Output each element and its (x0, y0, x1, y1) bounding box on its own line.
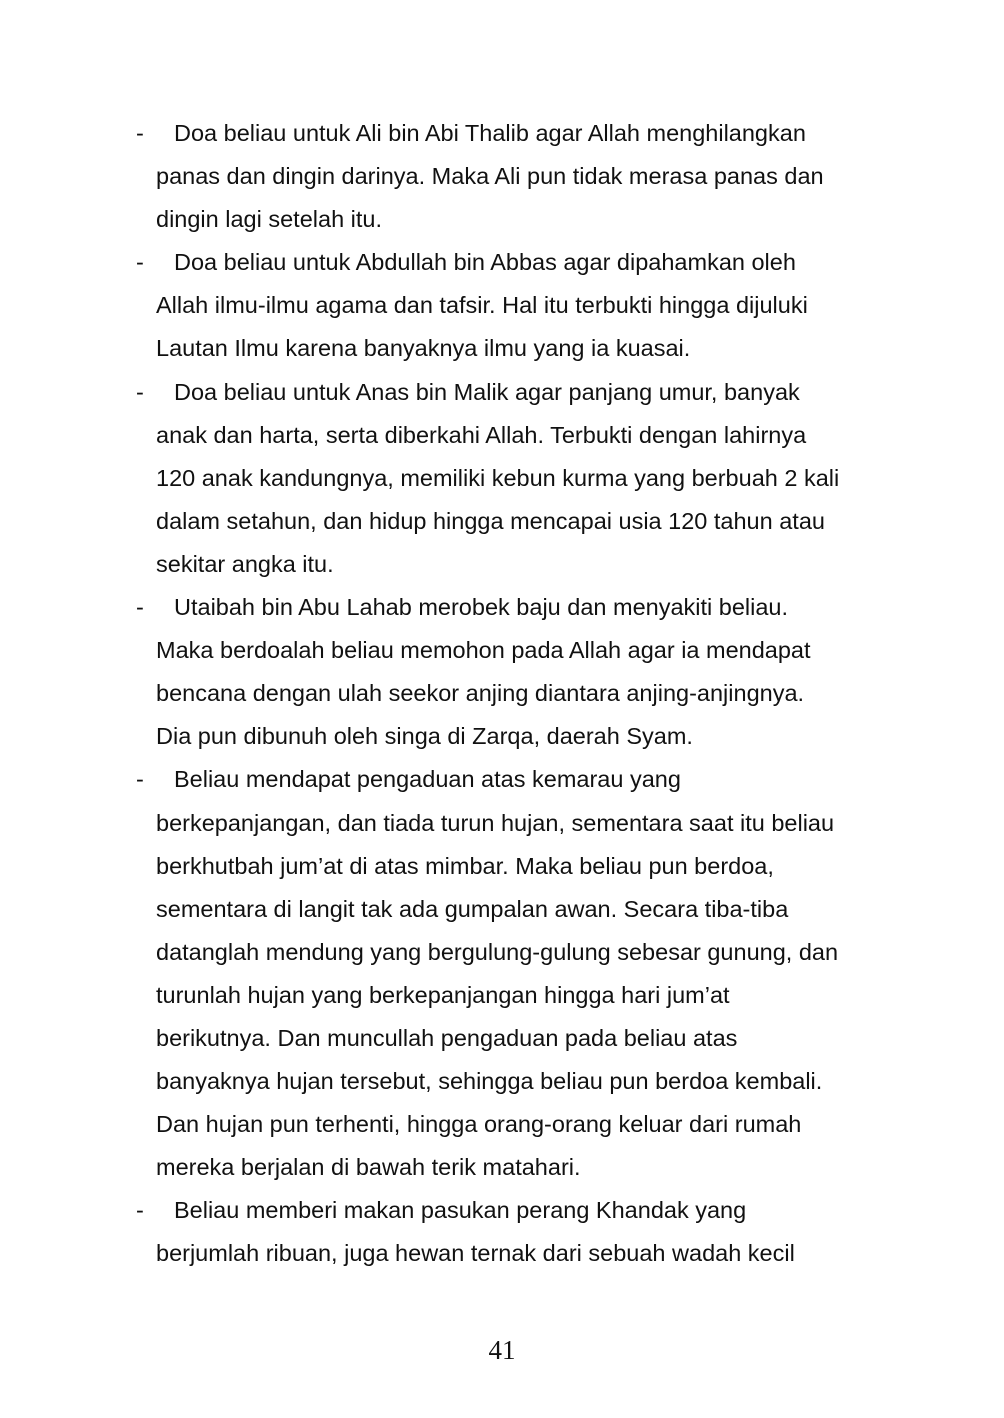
page-number: 41 (488, 1335, 516, 1365)
text-line: berikutnya. Dan muncullah pengaduan pada beliau atas (156, 1024, 738, 1051)
bullet-marker: - (136, 766, 144, 793)
list-item (136, 1189, 896, 1275)
text-line: sekitar angka itu. (156, 550, 334, 577)
list-item-text (156, 112, 896, 241)
list-item-text (156, 586, 896, 758)
list-item-text (156, 758, 896, 1189)
bullet-marker: - (136, 1197, 144, 1224)
text-line: Beliau memberi makan pasukan perang Khandak yang (174, 1197, 747, 1224)
bullet-marker: - (136, 120, 144, 146)
list-item (136, 586, 896, 758)
text-line: Utaibah bin Abu Lahab merobek baju dan menyakiti beliau. (174, 594, 789, 621)
bullet-marker: - (136, 378, 144, 405)
list-item (136, 758, 896, 1189)
text-line: bencana dengan ulah seekor anjing diantara anjing-anjingnya. (156, 680, 805, 707)
text-line: Doa beliau untuk Abdullah bin Abbas agar dipahamkan oleh (174, 249, 796, 276)
text-line: turunlah hujan yang berkepanjangan hingga hari jum’at (156, 981, 730, 1008)
bullet-marker: - (136, 594, 144, 621)
text-line: Allah ilmu-ilmu agama dan tafsir. Hal itu terbukti hingga dijuluki (156, 292, 808, 319)
text-line: berkhutbah jum’at di atas mimbar. Maka beliau pun berdoa, (156, 852, 774, 879)
text-line: 120 anak kandungnya, memiliki kebun kurma yang berbuah 2 kali (156, 464, 840, 491)
text-line: banyaknya hujan tersebut, sehingga beliau pun berdoa kembali. (156, 1068, 823, 1095)
list-item (136, 112, 896, 241)
list-item-text (156, 1189, 896, 1275)
text-line: panas dan dingin darinya. Maka Ali pun tidak merasa panas dan (156, 163, 824, 190)
text-line: Doa beliau untuk Ali bin Abi Thalib agar Allah menghilangkan (174, 120, 806, 146)
text-line: datanglah mendung yang bergulung-gulung sebesar gunung, dan (156, 938, 839, 965)
list-item (136, 241, 896, 370)
bullet-marker: - (136, 249, 144, 276)
text-line: dingin lagi setelah itu. (156, 206, 383, 233)
list-item-text (156, 241, 896, 370)
text-line: Doa beliau untuk Anas bin Malik agar panjang umur, banyak (174, 378, 800, 405)
list-item-text (156, 371, 896, 586)
text-line: berjumlah ribuan, juga hewan ternak dari sebuah wadah kecil (156, 1240, 795, 1267)
text-line: Dan hujan pun terhenti, hingga orang-orang keluar dari rumah (156, 1111, 802, 1138)
text-line: Dia pun dibunuh oleh singa di Zarqa, daerah Syam. (156, 723, 693, 750)
text-line: mereka berjalan di bawah terik matahari. (156, 1154, 581, 1181)
text-line: anak dan harta, serta diberkahi Allah. Terbukti dengan lahirnya (156, 421, 807, 448)
text-line: dalam setahun, dan hidup hingga mencapai usia 120 tahun atau (156, 507, 825, 534)
text-line: Lautan Ilmu karena banyaknya ilmu yang ia kuasai. (156, 335, 691, 362)
list-item (136, 371, 896, 586)
text-line: sementara di langit tak ada gumpalan awan. Secara tiba-tiba (156, 895, 789, 922)
text-line: Maka berdoalah beliau memohon pada Allah agar ia mendapat (156, 637, 811, 664)
text-line: berkepanjangan, dan tiada turun hujan, sementara saat itu beliau (156, 809, 835, 836)
text-line: Beliau mendapat pengaduan atas kemarau yang (174, 766, 681, 793)
bullet-list (136, 112, 896, 1276)
